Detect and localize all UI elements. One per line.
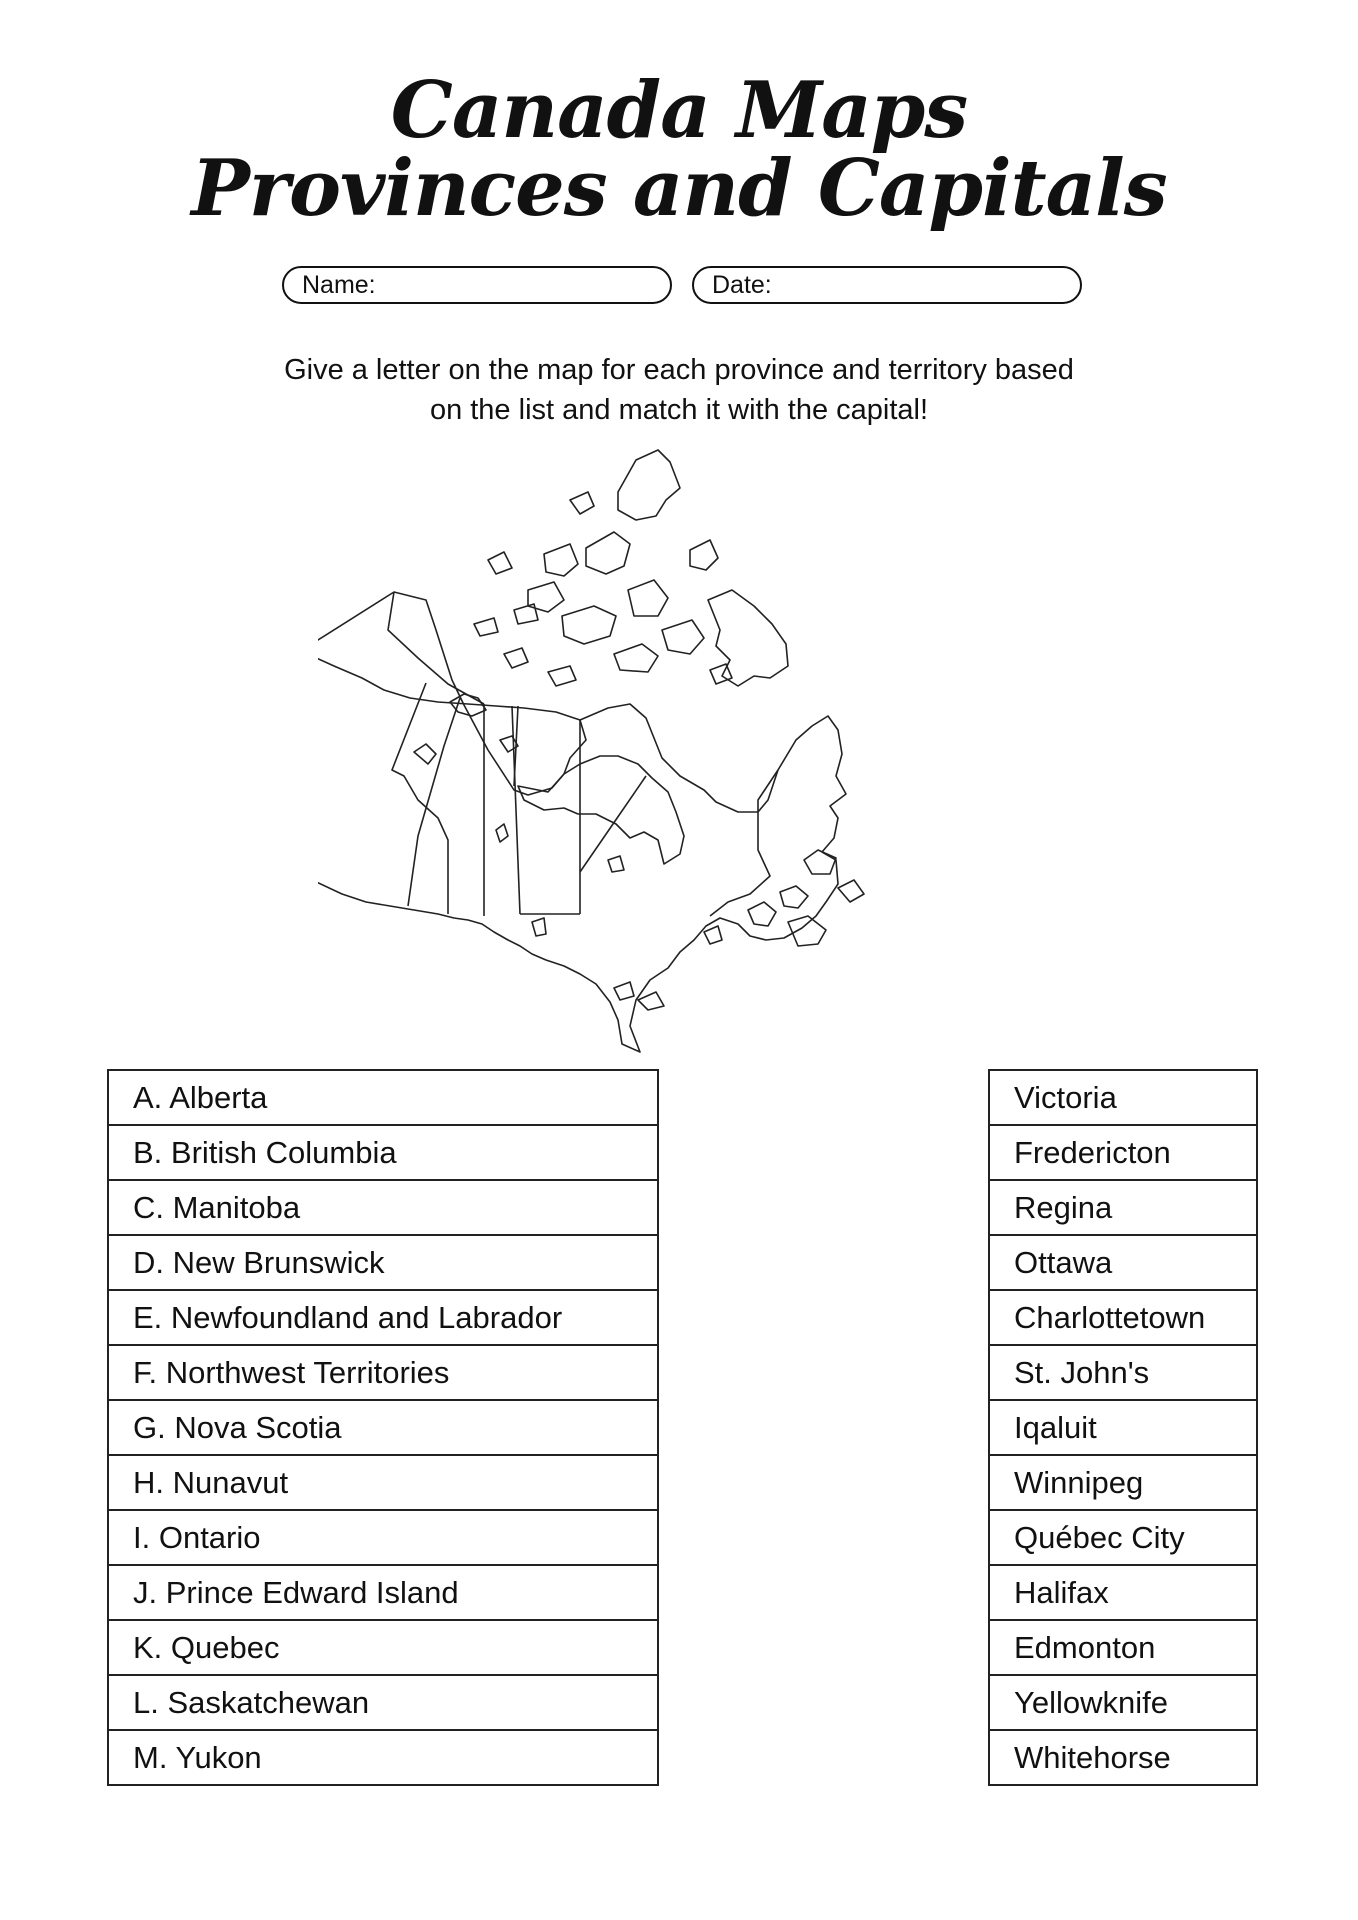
table-row [989, 1455, 1257, 1510]
table-row [989, 1675, 1257, 1730]
table-row [989, 1345, 1257, 1400]
instructions [0, 350, 1358, 430]
name-field[interactable] [282, 266, 672, 304]
province-cell: F. Northwest Territories [108, 1345, 658, 1400]
province-cell: L. Saskatchewan [108, 1675, 658, 1730]
capital-cell: Québec City [989, 1510, 1257, 1565]
lakes [414, 694, 722, 1010]
capital-cell: Yellowknife [989, 1675, 1257, 1730]
table-row [989, 1125, 1257, 1180]
province-cell: D. New Brunswick [108, 1235, 658, 1290]
provinces-table [107, 1069, 659, 1786]
capital-cell: Halifax [989, 1565, 1257, 1620]
table-row [989, 1565, 1257, 1620]
table-row [108, 1290, 658, 1345]
province-cell: K. Quebec [108, 1620, 658, 1675]
table-row [108, 1235, 658, 1290]
capital-cell: Fredericton [989, 1125, 1257, 1180]
table-row [989, 1180, 1257, 1235]
table-row [108, 1675, 658, 1730]
table-row [989, 1070, 1257, 1125]
province-cell: H. Nunavut [108, 1455, 658, 1510]
table-row [989, 1730, 1257, 1785]
table-row [989, 1290, 1257, 1345]
province-cell: J. Prince Edward Island [108, 1565, 658, 1620]
capital-cell: Regina [989, 1180, 1257, 1235]
table-row [989, 1510, 1257, 1565]
province-cell: C. Manitoba [108, 1180, 658, 1235]
table-row [108, 1070, 658, 1125]
province-cell: I. Ontario [108, 1510, 658, 1565]
province-cell: M. Yukon [108, 1730, 658, 1785]
capital-cell: Victoria [989, 1070, 1257, 1125]
province-cell: A. Alberta [108, 1070, 658, 1125]
baffin-island [708, 590, 788, 686]
capital-cell: Edmonton [989, 1620, 1257, 1675]
instructions-line2: on the list and match it with the capital! [429, 394, 929, 426]
arctic-islands [474, 450, 732, 686]
table-row [108, 1565, 658, 1620]
table-row [989, 1235, 1257, 1290]
canada-map [318, 440, 1042, 1060]
date-label: Date: [712, 271, 772, 299]
table-row [108, 1510, 658, 1565]
capital-cell: Charlottetown [989, 1290, 1257, 1345]
table-row [108, 1180, 658, 1235]
table-row [108, 1620, 658, 1675]
date-field[interactable] [692, 266, 1082, 304]
capitals-table [988, 1069, 1258, 1786]
table-row [108, 1345, 658, 1400]
canada-mainland [318, 592, 846, 1052]
capital-cell: Iqaluit [989, 1400, 1257, 1455]
table-row [108, 1455, 658, 1510]
province-cell: E. Newfoundland and Labrador [108, 1290, 658, 1345]
province-cell: G. Nova Scotia [108, 1400, 658, 1455]
capital-cell: Ottawa [989, 1235, 1257, 1290]
province-cell: B. British Columbia [108, 1125, 658, 1180]
page-title-line2: Provinces and Capitals [191, 143, 1167, 234]
hudson-bay [518, 756, 684, 864]
capital-cell: St. John's [989, 1345, 1257, 1400]
table-row [989, 1400, 1257, 1455]
table-row [989, 1620, 1257, 1675]
table-row [108, 1400, 658, 1455]
instructions-line1: Give a letter on the map for each province and territory based [284, 354, 1074, 386]
name-label: Name: [302, 271, 376, 299]
boundaries [318, 592, 778, 916]
table-row [108, 1125, 658, 1180]
page-title-line1: Canada Maps [390, 65, 968, 156]
capital-cell: Whitehorse [989, 1730, 1257, 1785]
capital-cell: Winnipeg [989, 1455, 1257, 1510]
table-row [108, 1730, 658, 1785]
